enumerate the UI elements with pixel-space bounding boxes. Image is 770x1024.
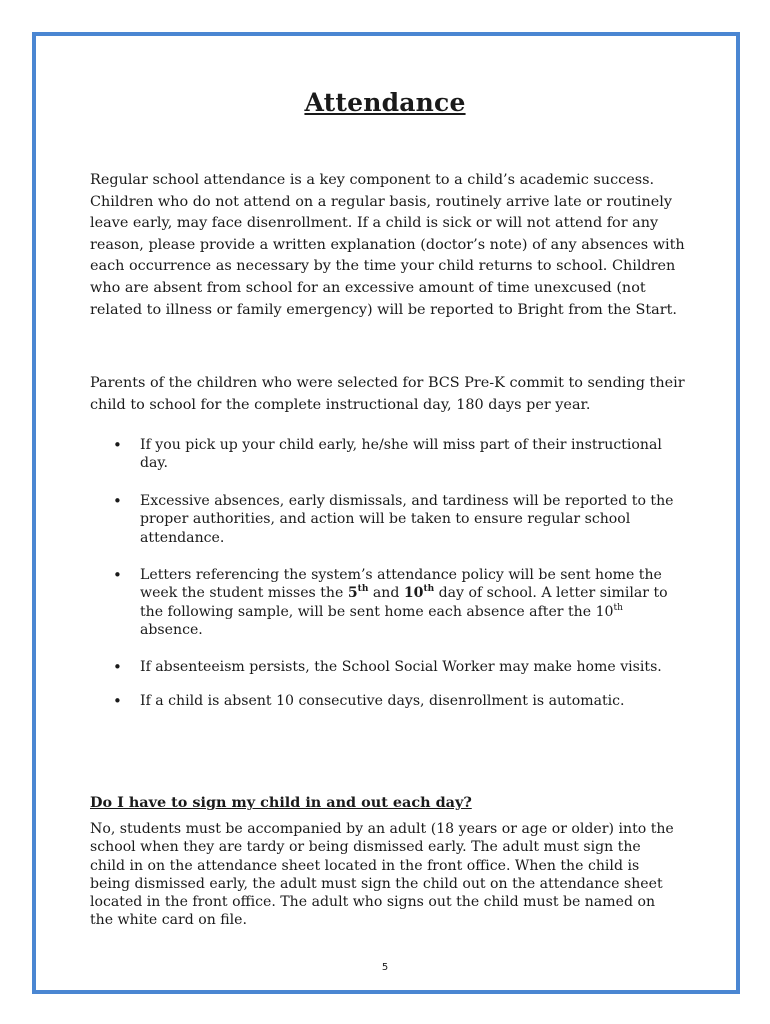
- list-item: [90, 492, 690, 547]
- page-title: Attendance: [304, 88, 466, 117]
- list-item-text: If you pick up your child early, he/she will miss part of their instructional day.: [140, 437, 662, 472]
- attendance-rules-list: [90, 436, 690, 710]
- list-item-text: If absenteeism persists, the School Social Worker may make home visits.: [140, 658, 662, 675]
- bullet-icon: •: [113, 491, 122, 510]
- commitment-paragraph: Parents of the children who were selected for BCS Pre-K commit to sending their child to school for the complete instructional day, 180 days per year.: [90, 375, 685, 413]
- list-item: [90, 436, 690, 473]
- page-number: 5: [381, 962, 389, 973]
- bullet-icon: •: [113, 692, 122, 711]
- faq-heading: Do I have to sign my child in and out each day?: [90, 794, 472, 811]
- list-item-text: Excessive absences, early dismissals, and tardiness will be reported to the proper authorities, and action will be taken to ensure regular school attendance.: [140, 492, 674, 546]
- faq-answer: No, students must be accompanied by an adult (18 years or age or older) into the school when they are tardy or being dismissed early. The adult must sign the child in on the attendance sheet located in the front office. When the child is being dismissed early, the adult must sign the child out on the attendance sheet located in the front office. The adult who signs out the child must be named on the white card on file.: [90, 821, 674, 929]
- bullet-icon: •: [113, 436, 122, 454]
- attendance-paragraph: Regular school attendance is a key component to a child’s academic success. Children who do not attend on a regular basis, routinely arrive late or routinely leave early, may face disenrollment. If a child is sick or will not attend for any reason, please provide a written explanation (doctor’s note) of any absences with each occurrence as necessary by the time your child returns to school. Children who are absent from school for an excessive amount of time unexcused (not related to illness or family emergency) will be reported to Bright from the Start.: [90, 172, 685, 318]
- list-item: [90, 658, 690, 676]
- bullet-icon: •: [113, 566, 122, 585]
- list-item: [90, 566, 690, 640]
- list-item-text: Letters referencing the system’s attendance policy will be sent home the week the student misses the 5th and 10th day of school. A letter similar to the following sample, will be sent home each absence after the 10th absence.: [140, 567, 668, 639]
- list-item-text: If a child is absent 10 consecutive days, disenrollment is automatic.: [140, 693, 625, 710]
- list-item: [90, 692, 690, 710]
- bullet-icon: •: [113, 657, 122, 676]
